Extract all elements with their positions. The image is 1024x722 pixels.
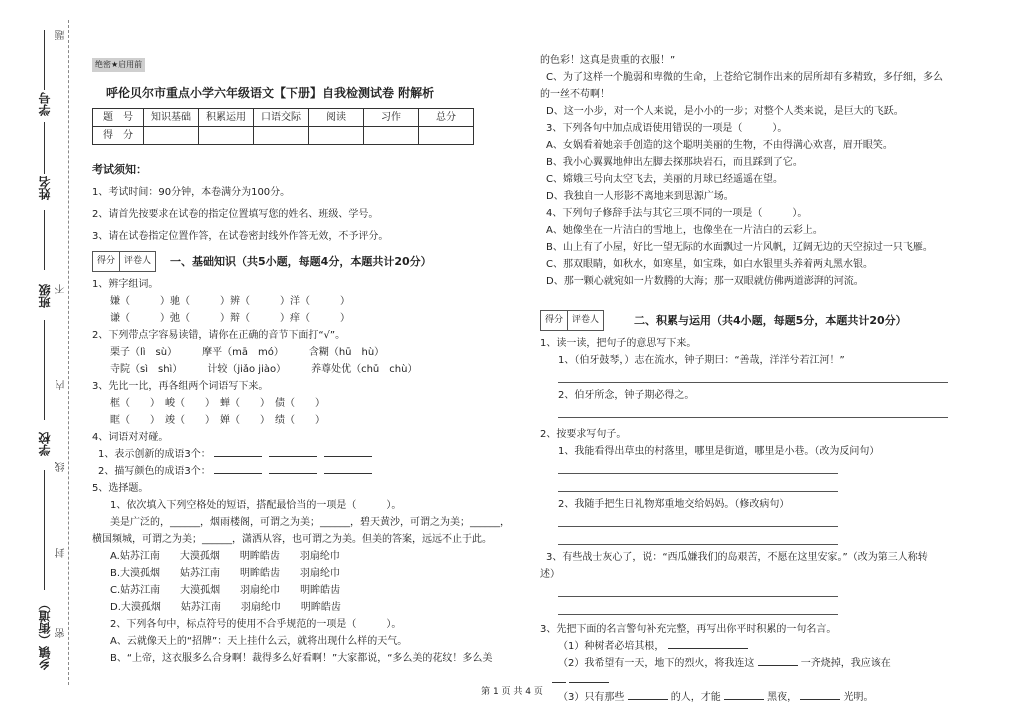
score-table — [92, 108, 474, 145]
section1-header — [92, 251, 518, 272]
question-line: 述） — [540, 569, 560, 580]
question-line: 1、读一读，把句子的意思写下来。 — [540, 338, 697, 349]
question-line: 1、我能看得出草虫的村落里，哪里是街道，哪里是小巷。（改为反问句） — [558, 446, 880, 457]
blank-field[interactable] — [214, 473, 262, 474]
seal-word-nei: 内 — [56, 380, 67, 390]
score-cell[interactable] — [419, 127, 474, 145]
option-line: B.大漠孤烟 姑苏江南 明眸皓齿 羽扇纶巾 — [110, 568, 341, 579]
question-line: 的人，才能 — [670, 692, 721, 703]
score-cell[interactable] — [364, 127, 419, 145]
option-line: C、那双眼睛，如秋水，如寒星，如宝珠，如白水银里头养着两丸黑水银。 — [546, 259, 873, 270]
option-line: D、我独自一人形影不离地来到思源广场。 — [546, 191, 734, 202]
blank-field[interactable] — [552, 682, 566, 683]
seal-word-feng: 封 — [56, 548, 67, 558]
question-line: 框（ ） 峻（ ） 蝉（ ） 债（ ） — [110, 398, 325, 409]
seal-word-bu: 不 — [56, 284, 67, 294]
blank-field[interactable] — [628, 699, 668, 700]
blank-field[interactable] — [324, 456, 372, 457]
grader-box — [92, 251, 156, 272]
blank-field[interactable] — [324, 473, 372, 474]
option-line: B、我小心翼翼地伸出左脚去探那块岩石，而且踩到了它。 — [546, 157, 803, 168]
answer-line[interactable] — [558, 601, 838, 615]
grader-reviewer: 评卷人 — [572, 315, 600, 325]
section1-title: 一、基础知识（共5小题，每题4分，本题共计20分） — [170, 255, 432, 268]
seal-word-mi: 密 — [56, 628, 67, 638]
idiom-row — [92, 446, 518, 463]
question-line: 5、选择题。 — [92, 483, 149, 494]
question-line: （3）只有那些 — [558, 692, 625, 703]
township-label: 乡镇（街道） — [38, 598, 52, 670]
note-item: 2、请首先按要求在试卷的指定位置填写您的姓名、班级、学号。 — [92, 209, 379, 220]
question-line: 嫌（ ）驰（ ）辨（ ）洋（ ） — [110, 296, 350, 307]
question-line: 光明。 — [843, 692, 874, 703]
question-line: 3、下列各句中加点成语使用错误的一项是（ ）。 — [546, 123, 788, 134]
option-line: A、女娲看着她亲手创造的这个聪明美丽的生物，不由得满心欢喜，眉开眼笑。 — [546, 140, 893, 151]
grader-score: 得分 — [541, 311, 568, 330]
question-line: 栗子（lì sù） 摩平（mā mó） 含糊（hū hù） — [110, 347, 385, 358]
school-label: 学校 — [38, 432, 52, 456]
answer-line[interactable] — [558, 404, 948, 418]
right-column — [540, 52, 980, 706]
score-cell[interactable] — [309, 127, 364, 145]
question-line: 1、表示创新的成语3个： — [98, 449, 211, 460]
answer-line[interactable] — [558, 460, 838, 474]
score-table-header: 口语交际 — [254, 109, 309, 127]
question-line: 一齐烧掉，我应该在 — [800, 658, 891, 669]
option-line: A、她像坐在一片洁白的雪地上，也像坐在一片洁白的云彩上。 — [546, 225, 823, 236]
answer-line[interactable] — [558, 369, 948, 383]
score-table-header: 积累运用 — [199, 109, 254, 127]
question-line: 谦（ ）弛（ ）辩（ ）痒（ ） — [110, 313, 350, 324]
question-line: 横国频城，可谓之为美；______，潇洒从容，也可谓之为美。但美的答案，远远不止于此。 — [92, 534, 492, 545]
score-cell[interactable] — [254, 127, 309, 145]
question-line: 3、先把下面的名言警句补充完整，再写出你平时积累的一句名言。 — [540, 624, 837, 635]
question-line: 4、词语对对碰。 — [92, 432, 169, 443]
answer-line[interactable] — [558, 478, 838, 492]
class-label: 班级 — [38, 284, 52, 308]
option-line: 的色彩！这真是贵重的衣服！” — [540, 55, 676, 66]
name-label: 姓名 — [38, 176, 52, 200]
question-line: 2、伯牙所念，钟子期必得之。 — [558, 390, 695, 401]
option-line: A、云就像天上的“招牌”：天上挂什么云，就将出现什么样的天气。 — [110, 636, 408, 647]
question-line: 1、（伯牙鼓琴，）志在流水，钟子期曰：“善哉，洋洋兮若江河！” — [558, 355, 845, 366]
blank-field[interactable] — [758, 665, 798, 666]
blank-field[interactable] — [269, 456, 317, 457]
blank-field[interactable] — [569, 682, 609, 683]
seal-word-ti: 题 — [56, 30, 67, 40]
score-cell[interactable] — [144, 127, 199, 145]
seal-word-xian: 线 — [56, 462, 67, 472]
option-line: A.姑苏江南 大漠孤烟 明眸皓齿 羽扇纶巾 — [110, 551, 340, 562]
answer-line[interactable] — [558, 513, 838, 527]
blank-field[interactable] — [800, 699, 840, 700]
question-line: 2、我随手把生日礼物郑重地交给妈妈。（修改病句） — [558, 499, 790, 510]
score-table-header: 习作 — [364, 109, 419, 127]
question-line: 4、下列句子修辞手法与其它三项不同的一项是（ ）。 — [546, 208, 808, 219]
score-table-header: 总分 — [419, 109, 474, 127]
seal-line — [68, 20, 69, 685]
grader-reviewer: 评卷人 — [124, 256, 152, 266]
score-cell[interactable] — [199, 127, 254, 145]
question-line: 2、按要求写句子。 — [540, 429, 627, 440]
question-line: 3、先比一比，再各组两个词语写下来。 — [92, 381, 269, 392]
question-line: （2）我希望有一天，地下的烈火，将我连这 — [558, 658, 755, 669]
option-line: 的一丝不苟啊！ — [540, 89, 610, 100]
blank-field[interactable] — [724, 699, 764, 700]
student-id-label: 学号 — [38, 92, 52, 116]
question-line: 2、下列各句中，标点符号的使用不合乎规范的一项是（ ）。 — [110, 619, 402, 630]
question-line: 美是广泛的，______，烟雨楼阁，可谓之为美；______，碧天黄沙，可谓之为美；______， — [110, 517, 510, 528]
exam-title: 呼伦贝尔市重点小学六年级语文【下册】自我检测试卷 附解析 — [106, 86, 435, 100]
blank-field[interactable] — [668, 648, 748, 649]
question-line: 黑夜， — [767, 692, 798, 703]
blank-field[interactable] — [269, 473, 317, 474]
left-column — [92, 52, 518, 667]
binding-margin — [0, 0, 80, 722]
section2-title: 二、积累与运用（共4小题，每题5分，本题共计20分） — [634, 314, 907, 327]
note-item: 3、请在试卷指定位置作答，在试卷密封线外作答无效，不予评分。 — [92, 231, 389, 242]
option-line: C.姑苏江南 大漠孤烟 羽扇纶巾 明眸皓齿 — [110, 585, 341, 596]
question-line: （1）种树者必培其根， — [558, 641, 665, 652]
notes-title: 考试须知： — [92, 163, 147, 176]
note-item: 1、考试时间：90分钟，本卷满分为100分。 — [92, 187, 291, 198]
grader-score: 得分 — [93, 252, 120, 271]
question-line: 3、有些战士灰心了，说：“西瓜嫌我们的岛艰苦，不愿在这里安家。”（改为第三人称转 — [546, 552, 928, 563]
grader-box — [540, 310, 604, 331]
option-line: C、为了这样一个脆弱和卑微的生命，上苍给它制作出来的居所却有多精致，多仔细，多么 — [546, 72, 943, 83]
question-line: 眶（ ） 竣（ ） 婵（ ） 绩（ ） — [110, 415, 325, 426]
option-line: B、“上帝，这衣服多么合身啊！裁得多么好看啊！”大家都说，“多么美的花纹！多么美 — [110, 653, 493, 664]
answer-line[interactable] — [558, 583, 838, 597]
page-footer: 第 1 页 共 4 页 — [481, 687, 543, 697]
question-line: 1、依次填入下列空格处的短语，搭配最恰当的一项是（ ）。 — [110, 500, 402, 511]
option-line: B、山上有了小屋，好比一望无际的水面飘过一片风帆，辽阔无边的天空掠过一只飞雁。 — [546, 242, 933, 253]
question-line: 寺院（sì shì） 计较（jiǎo jiào） 养尊处优（chǔ chù） — [110, 364, 418, 375]
option-line: C、嫦娥三号向太空飞去，美丽的月球已经遥遥在望。 — [546, 174, 783, 185]
section2-header — [540, 310, 980, 331]
question-line: 2、下列带点字容易读错，请你在正确的音节下面打“√”。 — [92, 330, 346, 341]
score-table-header: 题 号 — [93, 109, 144, 127]
fill-row — [540, 638, 980, 655]
idiom-row — [92, 463, 518, 480]
question-line: 1、辨字组词。 — [92, 279, 159, 290]
score-row-label: 得 分 — [93, 127, 144, 145]
secret-badge: 绝密★启用前 — [92, 58, 145, 72]
score-table-header: 阅读 — [309, 109, 364, 127]
fill-row — [540, 655, 980, 672]
question-line: 2、描写颜色的成语3个： — [98, 466, 211, 477]
option-line: D、这一小步，对一个人来说，是小小的一步；对整个人类来说，是巨大的飞跃。 — [546, 106, 904, 117]
score-table-header: 知识基础 — [144, 109, 199, 127]
blank-field[interactable] — [214, 456, 262, 457]
option-line: D.大漠孤烟 姑苏江南 羽扇纶巾 明眸皓齿 — [110, 602, 341, 613]
answer-line[interactable] — [558, 531, 838, 545]
option-line: D、那一颗心就宛如一片数腾的大海；那一双眼就仿佛两道澎湃的河流。 — [546, 276, 864, 287]
